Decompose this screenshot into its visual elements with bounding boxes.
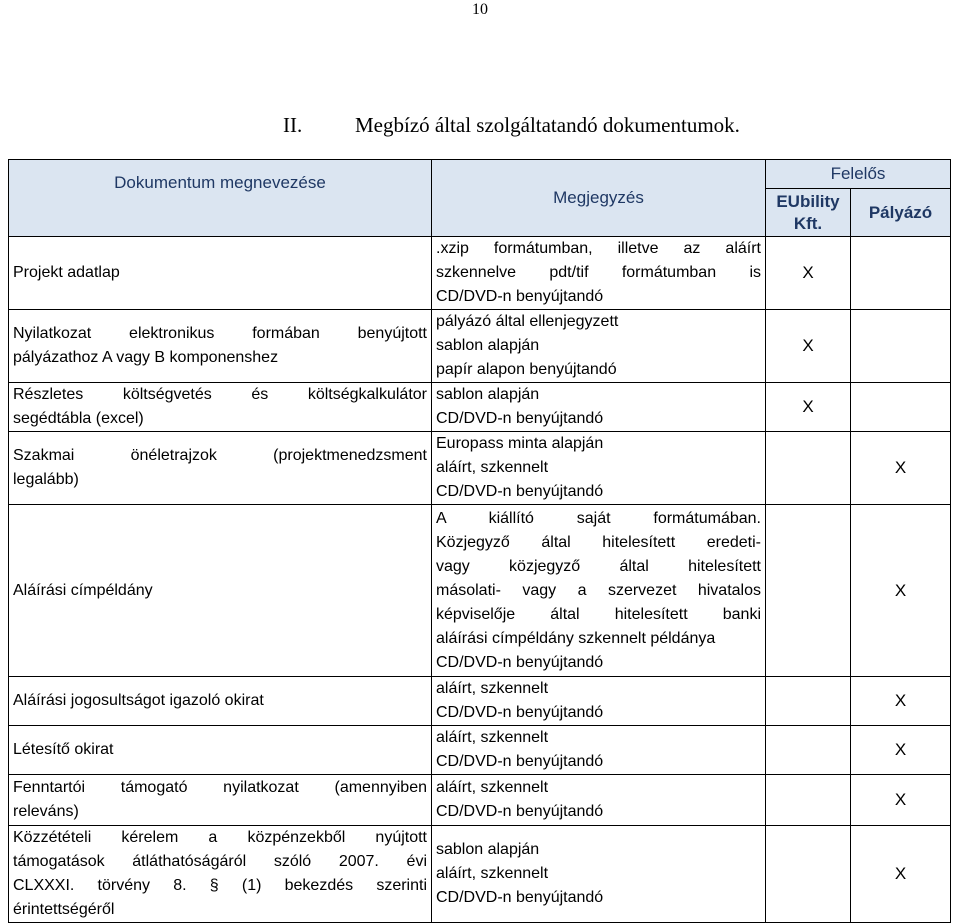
- documents-table: [8, 159, 951, 923]
- note-line: Europass minta alapján: [436, 435, 604, 452]
- table-row: [9, 383, 951, 432]
- header-responsible: Felelős: [766, 160, 951, 189]
- eubility-mark-cell: [766, 505, 851, 677]
- header-document-name: Dokumentum megnevezése: [9, 160, 432, 237]
- note-line: CD/DVD-n benyújtandó: [436, 889, 604, 906]
- name-line: Fenntartói támogató nyilatkozat (amennyiben: [13, 779, 427, 796]
- note-line: papír alapon benyújtandó: [436, 361, 617, 378]
- eubility-mark-cell: X: [766, 237, 851, 310]
- eubility-mark-cell: [766, 677, 851, 726]
- note-cell: [432, 505, 766, 677]
- header-note: Megjegyzés: [432, 160, 766, 237]
- name-line: pályázathoz A vagy B komponenshez: [13, 349, 279, 366]
- note-line: Közjegyző által hitelesített eredeti-: [436, 533, 761, 551]
- note-line: CD/DVD-n benyújtandó: [436, 288, 604, 305]
- note-cell: [432, 383, 766, 432]
- eubility-mark-cell: [766, 432, 851, 505]
- applicant-mark-cell: [851, 383, 951, 432]
- section-title-text: Megbízó által szolgáltatandó dokumentumok.: [355, 113, 740, 137]
- document-name-cell: [9, 775, 432, 826]
- table-row: [9, 726, 951, 775]
- note-line: aláírt, szkennelt: [436, 779, 549, 796]
- note-cell: [432, 310, 766, 383]
- name-line: támogatások átláthatóságáról szóló 2007. évi: [13, 853, 427, 870]
- name-line: CLXXXI. törvény 8. § (1) bekezdés szerinti: [13, 877, 427, 894]
- note-cell: [432, 432, 766, 505]
- applicant-mark-cell: X: [851, 826, 951, 923]
- name-line: Közzétételi kérelem a közpénzekből nyújtott: [13, 829, 427, 846]
- header-applicant: Pályázó: [851, 189, 951, 237]
- note-line: sablon alapján: [436, 337, 540, 354]
- document-name-cell: [9, 826, 432, 923]
- table-row: [9, 826, 951, 923]
- name-line: legalább): [13, 471, 79, 488]
- note-line: pályázó által ellenjegyzett: [436, 313, 619, 330]
- note-cell: [432, 775, 766, 826]
- note-line: aláírt, szkennelt: [436, 459, 549, 476]
- applicant-mark-cell: [851, 310, 951, 383]
- name-line: Aláírási címpéldány: [13, 581, 153, 599]
- document-name-cell: [9, 237, 432, 310]
- table-row: [9, 505, 951, 677]
- note-line: aláírási címpéldány szkennelt példánya: [436, 629, 716, 647]
- name-line: Projekt adatlap: [13, 264, 120, 281]
- eubility-mark-cell: X: [766, 383, 851, 432]
- applicant-mark-cell: X: [851, 432, 951, 505]
- note-line: sablon alapján: [436, 386, 540, 403]
- note-line: aláírt, szkennelt: [436, 680, 549, 697]
- note-line: .xzip formátumban, illetve az aláírt: [436, 240, 761, 257]
- table-row: [9, 677, 951, 726]
- name-line: Aláírási jogosultságot igazoló okirat: [13, 692, 264, 709]
- note-line: CD/DVD-n benyújtandó: [436, 653, 604, 671]
- note-cell: [432, 677, 766, 726]
- name-line: Létesítő okirat: [13, 741, 114, 758]
- document-name-cell: [9, 383, 432, 432]
- note-cell: [432, 237, 766, 310]
- note-line: CD/DVD-n benyújtandó: [436, 483, 604, 500]
- applicant-mark-cell: X: [851, 726, 951, 775]
- name-line: Szakmai önéletrajzok (projektmenedzsment: [13, 447, 427, 464]
- note-line: szkennelve pdt/tif formátumban is: [436, 264, 761, 281]
- note-line: CD/DVD-n benyújtandó: [436, 803, 604, 820]
- note-line: aláírt, szkennelt: [436, 865, 549, 882]
- document-name-cell: [9, 432, 432, 505]
- applicant-mark-cell: X: [851, 505, 951, 677]
- document-name-cell: [9, 505, 432, 677]
- table-row: [9, 310, 951, 383]
- note-line: vagy közjegyző által hitelesített: [436, 557, 761, 575]
- table-row: [9, 237, 951, 310]
- note-line: sablon alapján: [436, 841, 540, 858]
- page-number: 10: [472, 1, 488, 18]
- name-line: segédtábla (excel): [13, 410, 144, 427]
- section-number: II.: [283, 113, 303, 137]
- document-name-cell: [9, 310, 432, 383]
- table-row: [9, 775, 951, 826]
- eubility-mark-cell: [766, 775, 851, 826]
- eubility-mark-cell: [766, 726, 851, 775]
- note-line: CD/DVD-n benyújtandó: [436, 753, 604, 770]
- eubility-mark-cell: X: [766, 310, 851, 383]
- note-cell: [432, 826, 766, 923]
- table-body: [9, 237, 951, 923]
- note-line: képviselője által hitelesített banki: [436, 605, 761, 623]
- header-eubility: EUbility Kft.: [766, 189, 851, 237]
- document-name-cell: [9, 677, 432, 726]
- section-title: [283, 112, 740, 138]
- note-line: aláírt, szkennelt: [436, 729, 549, 746]
- name-line: érintettségéről: [13, 901, 115, 918]
- note-line: CD/DVD-n benyújtandó: [436, 410, 604, 427]
- table-row: [9, 432, 951, 505]
- name-line: releváns): [13, 803, 79, 820]
- applicant-mark-cell: X: [851, 775, 951, 826]
- eubility-mark-cell: [766, 826, 851, 923]
- applicant-mark-cell: X: [851, 677, 951, 726]
- document-name-cell: [9, 726, 432, 775]
- note-line: másolati- vagy a szervezet hivatalos: [436, 581, 761, 599]
- note-cell: [432, 726, 766, 775]
- applicant-mark-cell: [851, 237, 951, 310]
- note-line: CD/DVD-n benyújtandó: [436, 704, 604, 721]
- note-line: A kiállító saját formátumában.: [436, 509, 761, 527]
- name-line: Nyilatkozat elektronikus formában benyújtott: [13, 325, 427, 342]
- name-line: Részletes költségvetés és költségkalkulátor: [13, 386, 427, 403]
